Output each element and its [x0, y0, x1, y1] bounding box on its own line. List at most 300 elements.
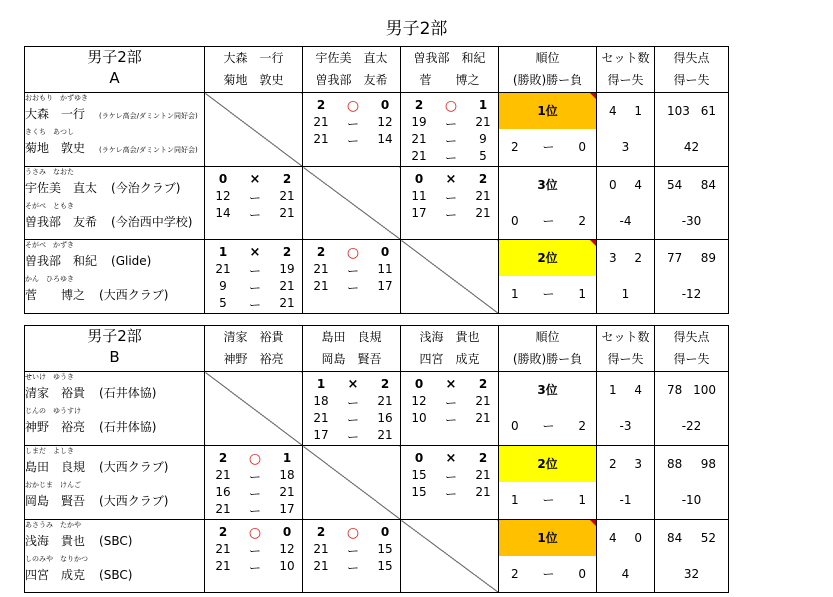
player-name: 島田 良規	[25, 460, 86, 474]
header-row	[25, 326, 729, 372]
set-diff: 3	[621, 140, 630, 154]
match-result-value: 1	[478, 98, 488, 112]
header-sets-line: セット数	[601, 330, 650, 344]
group-name: 男子2部	[87, 327, 142, 345]
game-score: 21	[279, 485, 295, 499]
sets-cell	[597, 446, 655, 520]
win-loss-value: 1	[578, 493, 586, 507]
points-value: 89	[700, 251, 716, 265]
self-match-cell	[205, 93, 303, 167]
game-score: 21	[279, 189, 295, 203]
win-mark: ○	[248, 525, 262, 541]
score-cell	[303, 372, 401, 446]
player-club: (大西クラブ)	[99, 460, 169, 474]
set-diff: -3	[619, 419, 632, 433]
group-letter: A	[109, 69, 120, 87]
header-col3-line: 四宮 成克	[419, 352, 480, 366]
points-value: 100	[693, 383, 716, 397]
points-value: 77	[667, 251, 683, 265]
game-dash: ー	[248, 191, 261, 205]
set-diff: 1	[621, 287, 630, 301]
game-score: 21	[475, 189, 491, 203]
rank-value: 1位	[537, 104, 558, 118]
game-score: 12	[377, 115, 393, 129]
player-name: 宇佐美 直太	[25, 181, 98, 195]
header-rank-line: (勝敗)勝ー負	[512, 352, 583, 366]
match-result-value: 0	[414, 451, 424, 465]
match-result-value: 1	[282, 451, 292, 465]
game-score: 21	[313, 411, 329, 425]
player-name: 曽我部 友希	[25, 215, 98, 229]
game-score: 21	[475, 485, 491, 499]
win-loss-value: 2	[511, 567, 519, 581]
win-loss-value: 0	[511, 214, 519, 228]
game-score: 18	[313, 394, 329, 408]
points-value: 103	[667, 104, 690, 118]
match-result-value: 0	[282, 525, 292, 539]
sets-cell	[597, 372, 655, 446]
points-value: 78	[667, 383, 683, 397]
header-rank-line: (勝敗)勝ー負	[512, 73, 583, 87]
group-name-cell	[25, 326, 205, 372]
player-club: (今治クラブ)	[111, 181, 181, 195]
player-reading: おおもり かずゆき	[25, 94, 88, 102]
point-diff: 42	[683, 140, 700, 154]
game-dash: ー	[444, 151, 457, 165]
sets-value: 4	[634, 178, 642, 192]
player-name: 清家 裕貴	[25, 386, 86, 400]
game-score: 21	[215, 502, 231, 516]
game-dash: ー	[248, 561, 261, 575]
rank-box	[499, 167, 596, 203]
game-score: 12	[279, 542, 295, 556]
set-diff: -4	[619, 214, 632, 228]
win-loss-value: 0	[578, 567, 586, 581]
player-reading: しのみや なりかつ	[25, 555, 88, 563]
win-loss	[499, 482, 596, 518]
player-club: (SBC)	[99, 534, 133, 548]
game-score: 19	[279, 262, 295, 276]
win-mark: ○	[346, 245, 360, 261]
player-reading: おかじま けんご	[25, 481, 81, 489]
header-points-line: 得失点	[673, 51, 710, 65]
points-cell	[655, 520, 729, 593]
loss-mark: ×	[249, 245, 261, 260]
header-sets-line: セット数	[601, 51, 650, 65]
match-result-value: 2	[218, 525, 228, 539]
point-diff: 32	[683, 567, 700, 581]
points-value: 61	[700, 104, 716, 118]
group-b-table	[24, 325, 729, 593]
group-name: 男子2部	[87, 48, 142, 66]
self-match-cell	[205, 372, 303, 446]
rank-cell	[499, 372, 597, 446]
game-dash: ー	[444, 117, 457, 131]
player-line	[25, 137, 204, 161]
match-result-value: 2	[316, 245, 326, 259]
player-name: 神野 裕亮	[25, 420, 86, 434]
game-score: 14	[377, 132, 393, 146]
player-club: (SBC)	[99, 568, 133, 582]
header-points-line: 得ー失	[673, 73, 710, 87]
points-cell	[655, 240, 729, 314]
sets-value: 4	[609, 531, 617, 545]
points-value: 54	[667, 178, 683, 192]
match-result-value: 1	[218, 245, 228, 259]
game-dash: ー	[444, 470, 457, 484]
rank-box	[499, 93, 596, 129]
player-name: 曽我部 和紀	[25, 254, 98, 268]
comment-marker	[590, 520, 596, 526]
match-result-value: 0	[380, 245, 390, 259]
game-dash: ー	[444, 396, 457, 410]
game-score: 21	[215, 559, 231, 573]
game-score: 9	[219, 279, 227, 293]
player-reading: そがべ ともき	[25, 202, 74, 210]
game-score: 21	[313, 279, 329, 293]
score-cell	[205, 446, 303, 520]
player-name: 菊地 敦史	[25, 141, 86, 155]
header-col1-line: 菊地 敦史	[223, 73, 284, 87]
self-match-cell	[401, 240, 499, 314]
player-reading: かん ひろゆき	[25, 275, 74, 283]
player-line	[25, 177, 204, 201]
player-club: (ラケレ高会/ダミントン同好会)	[99, 112, 198, 120]
match-result-value: 2	[316, 525, 326, 539]
win-loss	[499, 408, 596, 444]
points-cell	[655, 446, 729, 520]
game-score: 11	[411, 189, 427, 203]
sets-cell	[597, 93, 655, 167]
game-dash: ー	[346, 134, 359, 148]
match-result-value: 2	[478, 377, 488, 391]
win-mark: ○	[346, 525, 360, 541]
game-dash: ー	[346, 413, 359, 427]
score-cell	[401, 372, 499, 446]
header-col1	[205, 326, 303, 372]
sets-value: 2	[634, 251, 642, 265]
game-dash: ー	[248, 208, 261, 222]
player-name: 岡島 賢吾	[25, 494, 86, 508]
game-score: 21	[377, 428, 393, 442]
match-result-value: 2	[380, 377, 390, 391]
header-col2-line: 島田 良規	[321, 330, 382, 344]
rank-box	[499, 446, 596, 482]
group-a-table	[24, 46, 729, 314]
score-cell	[303, 93, 401, 167]
points-value: 52	[700, 531, 716, 545]
game-score: 21	[411, 149, 427, 163]
win-mark: ○	[346, 98, 360, 114]
player-name: 四宮 成克	[25, 568, 86, 582]
header-col3-line: 菅 博之	[419, 73, 480, 87]
pair-row	[25, 93, 729, 167]
player-name: 菅 博之	[25, 288, 86, 302]
pair-names-cell	[25, 446, 205, 520]
pair-row	[25, 520, 729, 593]
match-result-value: 2	[218, 451, 228, 465]
game-score: 17	[313, 428, 329, 442]
game-dash: ー	[346, 544, 359, 558]
game-score: 11	[377, 262, 393, 276]
rank-value: 2位	[537, 251, 558, 265]
score-cell	[205, 520, 303, 593]
header-rank	[499, 47, 597, 93]
sets-value: 4	[609, 104, 617, 118]
header-sets	[597, 326, 655, 372]
pair-names-cell	[25, 520, 205, 593]
sets-value: 3	[634, 457, 642, 471]
pair-names-cell	[25, 167, 205, 240]
win-mark: ○	[444, 98, 458, 114]
match-result-value: 0	[380, 525, 390, 539]
game-dash: ー	[346, 264, 359, 278]
game-score: 21	[313, 542, 329, 556]
header-col1	[205, 47, 303, 93]
win-loss-value: ー	[542, 493, 555, 507]
win-loss-value: 0	[511, 419, 519, 433]
game-score: 21	[475, 468, 491, 482]
score-cell	[205, 240, 303, 314]
game-score: 21	[475, 115, 491, 129]
win-loss	[499, 556, 596, 592]
game-score: 15	[411, 485, 427, 499]
player-reading: せいけ ゆうき	[25, 373, 74, 381]
rank-cell	[499, 167, 597, 240]
game-score: 5	[219, 296, 227, 310]
game-score: 21	[475, 206, 491, 220]
game-score: 12	[411, 394, 427, 408]
win-loss-value: ー	[542, 287, 555, 301]
game-score: 21	[279, 279, 295, 293]
match-result-value: 2	[282, 172, 292, 186]
player-line	[25, 416, 204, 440]
player-club: (今治西中学校)	[111, 215, 193, 229]
game-score: 19	[411, 115, 427, 129]
game-score: 15	[411, 468, 427, 482]
comment-marker	[590, 93, 596, 99]
game-score: 21	[279, 296, 295, 310]
match-result-value: 0	[414, 377, 424, 391]
header-rank-line: 順位	[535, 51, 560, 65]
header-points	[655, 326, 729, 372]
win-loss-value: 2	[511, 140, 519, 154]
loss-mark: ×	[445, 451, 457, 466]
player-line	[25, 211, 204, 235]
game-dash: ー	[248, 504, 261, 518]
win-loss-value: ー	[542, 140, 555, 154]
game-score: 18	[279, 468, 295, 482]
header-col2	[303, 47, 401, 93]
game-score: 14	[215, 206, 231, 220]
rank-cell	[499, 520, 597, 593]
win-loss	[499, 203, 596, 239]
game-score: 21	[313, 115, 329, 129]
loss-mark: ×	[249, 172, 261, 187]
game-score: 10	[411, 411, 427, 425]
points-value: 84	[667, 531, 683, 545]
player-reading: しまだ よしき	[25, 447, 74, 455]
sets-value: 3	[609, 251, 617, 265]
pair-names-cell	[25, 240, 205, 314]
win-loss-value: ー	[542, 419, 555, 433]
player-line	[25, 382, 204, 406]
header-col2-line: 宇佐美 直太	[315, 51, 388, 65]
rank-cell	[499, 446, 597, 520]
header-col3	[401, 326, 499, 372]
game-score: 21	[215, 542, 231, 556]
sets-cell	[597, 240, 655, 314]
player-club: (石井体協)	[99, 420, 157, 434]
self-match-cell	[303, 167, 401, 240]
sets-value: 1	[609, 383, 617, 397]
win-loss-value: 0	[578, 140, 586, 154]
match-result-value: 0	[218, 172, 228, 186]
rank-cell	[499, 240, 597, 314]
sets-value: 0	[609, 178, 617, 192]
player-line	[25, 456, 204, 480]
win-loss-value: 2	[578, 214, 586, 228]
game-score: 21	[279, 206, 295, 220]
player-club: (ラケレ高会/ダミントン同好会)	[99, 146, 198, 154]
player-club: (Glide)	[111, 254, 152, 268]
player-line	[25, 284, 204, 308]
player-line	[25, 490, 204, 514]
header-col2-line: 曽我部 友希	[315, 73, 388, 87]
game-score: 21	[215, 262, 231, 276]
game-dash: ー	[248, 281, 261, 295]
game-dash: ー	[444, 208, 457, 222]
header-col2	[303, 326, 401, 372]
sets-cell	[597, 167, 655, 240]
header-rank	[499, 326, 597, 372]
score-cell	[303, 240, 401, 314]
match-result-value: 1	[316, 377, 326, 391]
rank-value: 3位	[537, 383, 558, 397]
header-col3-line: 浅海 貴也	[419, 330, 480, 344]
loss-mark: ×	[347, 377, 359, 392]
match-result-value: 2	[478, 451, 488, 465]
rank-cell	[499, 93, 597, 167]
game-dash: ー	[346, 396, 359, 410]
game-score: 21	[411, 132, 427, 146]
match-result-value: 2	[414, 98, 424, 112]
header-col1-line: 神野 裕亮	[223, 352, 284, 366]
point-diff: -12	[681, 287, 702, 301]
player-reading: じんの ゆうすけ	[25, 407, 81, 415]
game-dash: ー	[346, 561, 359, 575]
game-dash: ー	[444, 191, 457, 205]
player-line	[25, 250, 204, 274]
game-dash: ー	[248, 298, 261, 312]
game-dash: ー	[444, 413, 457, 427]
sets-value: 1	[634, 104, 642, 118]
points-value: 88	[667, 457, 683, 471]
game-dash: ー	[248, 470, 261, 484]
win-loss-value: 1	[578, 287, 586, 301]
player-reading: そがべ かずき	[25, 241, 74, 249]
rank-box	[499, 372, 596, 408]
point-diff: -22	[681, 419, 702, 433]
sets-value: 4	[634, 383, 642, 397]
header-col3	[401, 47, 499, 93]
game-dash: ー	[444, 487, 457, 501]
game-dash: ー	[346, 430, 359, 444]
game-score: 10	[279, 559, 295, 573]
pair-row	[25, 446, 729, 520]
match-result-value: 0	[414, 172, 424, 186]
set-diff: 4	[621, 567, 630, 581]
pair-row	[25, 372, 729, 446]
self-match-cell	[303, 446, 401, 520]
rank-value: 3位	[537, 178, 558, 192]
score-cell	[303, 520, 401, 593]
rank-value: 1位	[537, 531, 558, 545]
rank-value: 2位	[537, 457, 558, 471]
header-rank-line: 順位	[535, 330, 560, 344]
game-score: 15	[377, 559, 393, 573]
score-cell	[401, 446, 499, 520]
match-result-value: 0	[380, 98, 390, 112]
set-diff: -1	[619, 493, 632, 507]
rank-box	[499, 520, 596, 556]
player-name: 大森 一行	[25, 107, 86, 121]
win-loss-value: ー	[542, 567, 555, 581]
game-dash: ー	[346, 281, 359, 295]
pair-names-cell	[25, 372, 205, 446]
game-score: 21	[475, 394, 491, 408]
player-club: (石井体協)	[99, 386, 157, 400]
header-col2-line: 岡島 賢吾	[321, 352, 382, 366]
win-loss-value: ー	[542, 214, 555, 228]
pair-names-cell	[25, 93, 205, 167]
game-score: 9	[479, 132, 487, 146]
score-cell	[205, 167, 303, 240]
header-col1-line: 大森 一行	[223, 51, 284, 65]
game-score: 5	[479, 149, 487, 163]
game-dash: ー	[248, 487, 261, 501]
rank-box	[499, 240, 596, 276]
comment-marker	[590, 240, 596, 246]
loss-mark: ×	[445, 377, 457, 392]
game-score: 21	[313, 262, 329, 276]
game-score: 21	[313, 559, 329, 573]
header-col3-line: 曽我部 和紀	[413, 51, 486, 65]
point-diff: -10	[681, 493, 702, 507]
pair-row	[25, 240, 729, 314]
points-value: 98	[700, 457, 716, 471]
game-score: 21	[313, 132, 329, 146]
game-score: 21	[215, 468, 231, 482]
game-score: 17	[377, 279, 393, 293]
group-letter: B	[109, 348, 120, 366]
header-sets-line: 得ー失	[607, 73, 644, 87]
match-result-value: 2	[478, 172, 488, 186]
game-score: 16	[377, 411, 393, 425]
header-col1-line: 清家 裕貴	[223, 330, 284, 344]
score-cell	[401, 93, 499, 167]
sets-cell	[597, 520, 655, 593]
game-dash: ー	[444, 134, 457, 148]
player-club: (大西クラブ)	[99, 494, 169, 508]
player-line	[25, 530, 204, 554]
loss-mark: ×	[445, 172, 457, 187]
game-score: 17	[279, 502, 295, 516]
win-loss-value: 1	[511, 493, 519, 507]
game-score: 16	[215, 485, 231, 499]
player-line	[25, 103, 204, 127]
win-loss	[499, 129, 596, 165]
